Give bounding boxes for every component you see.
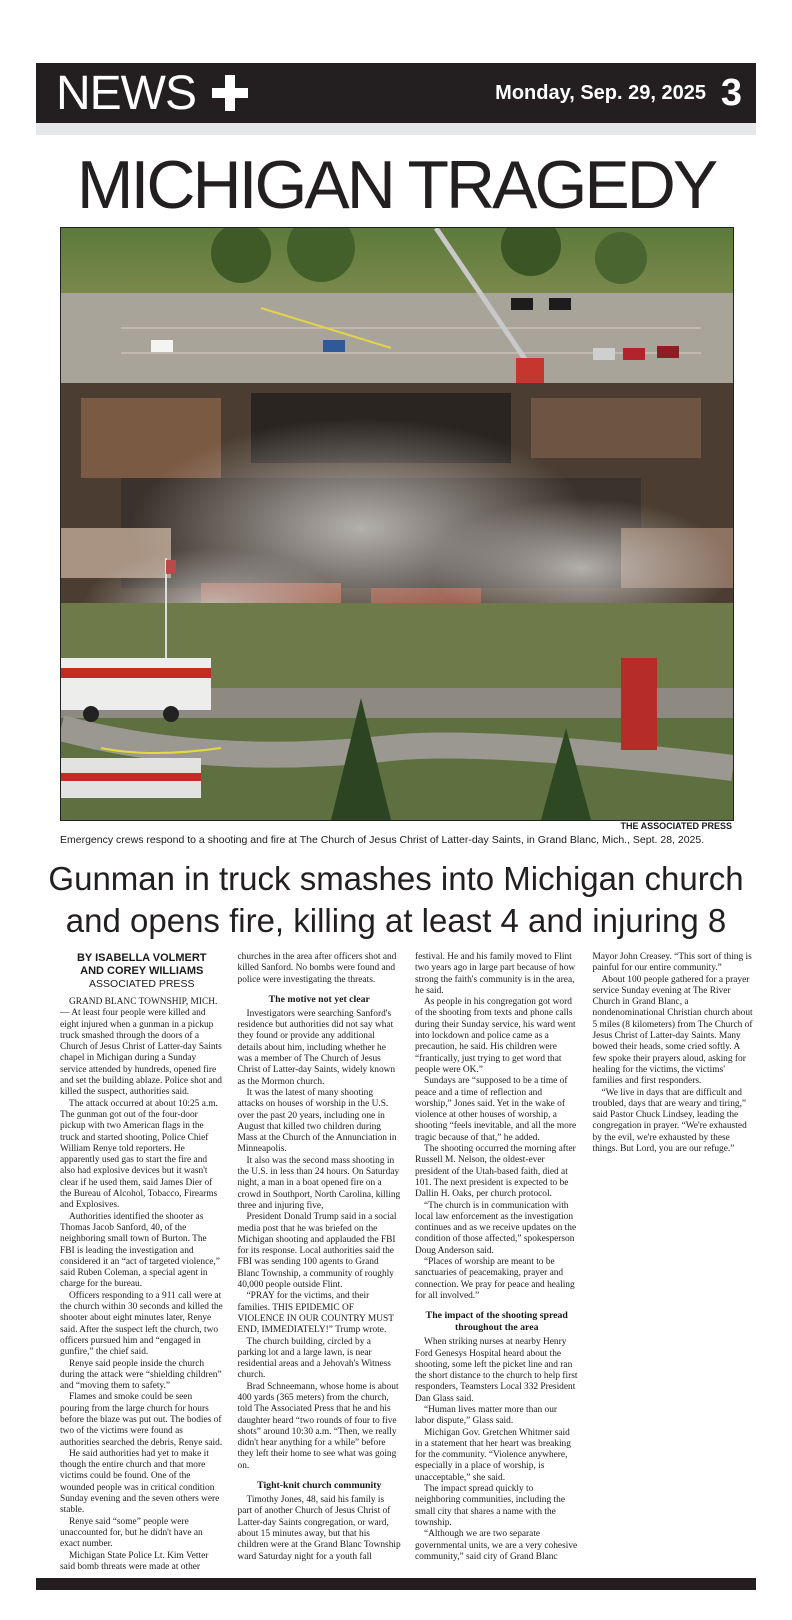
byline-agency: ASSOCIATED PRESS <box>89 978 195 990</box>
article-deck: Gunman in truck smashes into Michigan church and opens fire, killing at least 4 and injuring 8 <box>48 860 744 939</box>
article-paragraph: “Places of worship are meant to be sanctuaries of peacemaking, prayer and connection. We pray for peace and healing for all involved.” <box>415 1257 575 1301</box>
article-paragraph: “We live in days that are difficult and troubled, days that are weary and tiring,” said Pastor Chuck Lindsey, leading the congregation in prayer. “We're exhausted by the evil, we're exhausted by these things. But Lord, you are our refuge.” <box>592 1087 747 1155</box>
article-paragraph: Sundays are “supposed to be a time of peace and a time of reflection and worship,” Jones said. Yet in the wake of violence at other houses of worship, a shooting “feels inevitable, and all the more tragic because of that,” he added. <box>415 1076 577 1143</box>
article-paragraph: Authorities identified the shooter as Thomas Jacob Sanford, 40, of the neighboring small town of Burton. The FBI is leading the investigation and considered it an “act of targeted violence,” said Ruben Coleman, a special agent in charge for the bureau. <box>60 1211 220 1290</box>
section-subhead: The impact of the shooting spread throughout the area <box>425 1310 568 1334</box>
brand-name: NEWS <box>56 66 196 120</box>
masthead <box>36 63 756 123</box>
article-paragraph: Flames and smoke could be seen pouring from the large church for hours before the blaze was put out. The bodies of two of the victims were found as authorities searched the debris, Renye said. <box>60 1392 223 1448</box>
article-paragraph: About 100 people gathered for a prayer service Sunday evening at The River Church in Grand Blanc, a nondenominational Christian church about 5 miles (8 kilometers) from The Church of Jesus Christ of Latter-day Saints. Many bowed their heads, some cried softly. A few spoke their prayers aloud, asking for healing for the victims, the victims' families and first responders. <box>592 974 753 1087</box>
footer-rule <box>36 1578 756 1590</box>
article-paragraph: President Donald Trump said in a social media post that he was briefed on the Michigan shooting and applauded the FBI for its response. Local authorities said the FBI was sending 100 agents to Grand Blanc Township, a community of roughly 40,000 people outside Flint. <box>237 1212 397 1291</box>
article-paragraph: Brad Schneemann, whose home is about 400 yards (365 meters) from the church, told The Associated Press that he and his daughter heard “two rounds of four to five shots” around 10:30 a.m. “Then, we really didn't hear anything for a while” before they left their home to see what was going on. <box>237 1381 399 1471</box>
article-paragraph: It was the latest of many shooting attacks on houses of worship in the U.S. over the past 20 years, including one in August that killed two children during Mass at the Church of the Annunciation in Minneapolis. <box>237 1087 397 1155</box>
article-paragraph: “PRAY for the victims, and their families. THIS EPIDEMIC OF VIOLENCE IN OUR COUNTRY MUST END, IMMEDIATELY!” Trump wrote. <box>237 1291 394 1336</box>
article-paragraph: “Although we are two separate governmental units, we are a very cohesive community,” said city of Grand Blanc Mayor John Creasey. “This sort of thing is painful for our entire community.” <box>415 952 752 1562</box>
article-paragraph: Renye said “some” people were unaccounted for, but he didn't have an exact number. <box>60 1516 203 1550</box>
article-paragraph: As people in his congregation got word of the shooting from texts and phone calls during their Sunday service, his ward went into lockdown and police came as a precaution, he said. His children were “frantically, just trying to get word that people were OK.” <box>415 997 576 1075</box>
article-paragraph: Officers responding to a 911 call were at the church within 30 seconds and killed the shooter about eight minutes later, Renye said. After the suspect left the church, two officers pursued him and “engaged in gunfire,” the chief said. <box>60 1290 223 1358</box>
burned-church-aerial-image <box>61 228 733 820</box>
lead-photo <box>60 227 734 821</box>
article-paragraph: “Human lives matter more than our labor dispute,” Glass said. <box>415 1404 558 1427</box>
article-paragraph: Michigan Gov. Gretchen Whitmer said in a statement that her heart was breaking for the community. “Violence anywhere, especially in a place of worship, is unacceptable,” she said. <box>415 1427 571 1483</box>
article-paragraph: The shooting occurred the morning after Russell M. Nelson, the oldest-ever president of the Utah-based faith, died at 101. The next president is expected to be Dallin H. Oaks, per church protocol. <box>415 1144 576 1200</box>
article-paragraph: It also was the second mass shooting in the U.S. in less than 24 hours. On Saturday night, a man in a boat opened fire on a crowd in Southport, North Carolina, killing three and injuring five, <box>237 1155 401 1211</box>
page-headline: MICHIGAN TRAGEDY <box>76 147 716 223</box>
article-paragraph: GRAND BLANC TOWNSHIP, MICH. — At least four people were killed and eight injured when a gunman in a pickup truck smashed through the doors of a Church of Jesus Christ of Latter-day Saints chapel in Michigan during a Sunday service attended by hundreds, opened fire and set the building ablaze. Police shot and killed the suspect, authorities said. <box>60 997 222 1098</box>
masthead-divider <box>36 123 756 135</box>
article-paragraph: Michigan State Police Lt. Kim Vetter said bomb threats were made at other churches in the area after officers shot and killed Sanford. No bombs were found and police were investigating the threats. <box>60 952 397 1572</box>
article-paragraph: The church building, circled by a parking lot and a large lawn, is near residential areas and a Jehovah's Witness church. <box>237 1336 391 1381</box>
issue-date: Monday, Sep. 29, 2025 <box>495 81 706 104</box>
byline-line-1: BY ISABELLA VOLMERT <box>76 952 207 964</box>
photo-credit: THE ASSOCIATED PRESS <box>620 821 732 831</box>
plus-icon <box>210 73 250 113</box>
brand-logo[interactable] <box>56 63 250 123</box>
byline-line-2: AND COREY WILLIAMS <box>80 965 204 977</box>
article-paragraph: He said authorities had yet to make it though the entire church and that more victims could be found. One of the wounded people was in critical condition Sunday evening and the seven others were stable. <box>60 1448 220 1516</box>
article-paragraph: Renye said people inside the church during the attack were “shielding children” and “moving them to safety.” <box>60 1358 222 1392</box>
page-number: 3 <box>720 71 742 114</box>
article-paragraph: Timothy Jones, 48, said his family is part of another Church of Jesus Christ of Latter-day Saints congregation, or ward, about 15 minutes away, but that his children were at the Grand Blanc Township ward Saturday night for a youth fall festival. He and his family moved to Flint two years ago in large part because of how strong the faith's community is in the area, he said. <box>237 952 576 1562</box>
byline-authors <box>60 952 224 978</box>
article-paragraph: “The church is in communication with local law enforcement as the investigation continues and as we receive updates on the condition of those affected,” spokesperson Doug Anderson said. <box>415 1200 577 1256</box>
section-subhead: Tight-knit church community <box>257 1480 382 1492</box>
article-paragraph: The attack occurred at about 10:25 a.m. The gunman got out of the four-door pickup with two American flags in the truck and started shooting, Police Chief William Renye told reporters. He apparently used gas to start the fire and also had explosive devices but it wasn't clear if he used them, said James Dier of the Bureau of Alcohol, Tobacco, Firearms and Explosives. <box>60 1098 218 1211</box>
photo-caption: Emergency crews respond to a shooting and fire at The Church of Jesus Christ of Latter-day Saints, in Grand Blanc, Mich., Sept. 28, 2025. <box>60 834 705 846</box>
article-body <box>60 952 756 1574</box>
article-paragraph: When striking nurses at nearby Henry Ford Genesys Hospital heard about the shooting, some left the picket line and ran the short distance to the church to help first responders, Teamsters Local 332 President Dan Glass said. <box>415 1337 578 1404</box>
section-subhead: The motive not yet clear <box>268 993 370 1005</box>
article-paragraph: The impact spread quickly to neighboring communities, including the small city that shares a name with the township. <box>415 1484 565 1528</box>
article-paragraph: Investigators were searching Sanford's residence but authorities did not say what they found or provide any additional details about him, including whether he was a member of The Church of Jesus Christ of Latter-day Saints, widely known as the Mormon church. <box>237 1008 396 1087</box>
